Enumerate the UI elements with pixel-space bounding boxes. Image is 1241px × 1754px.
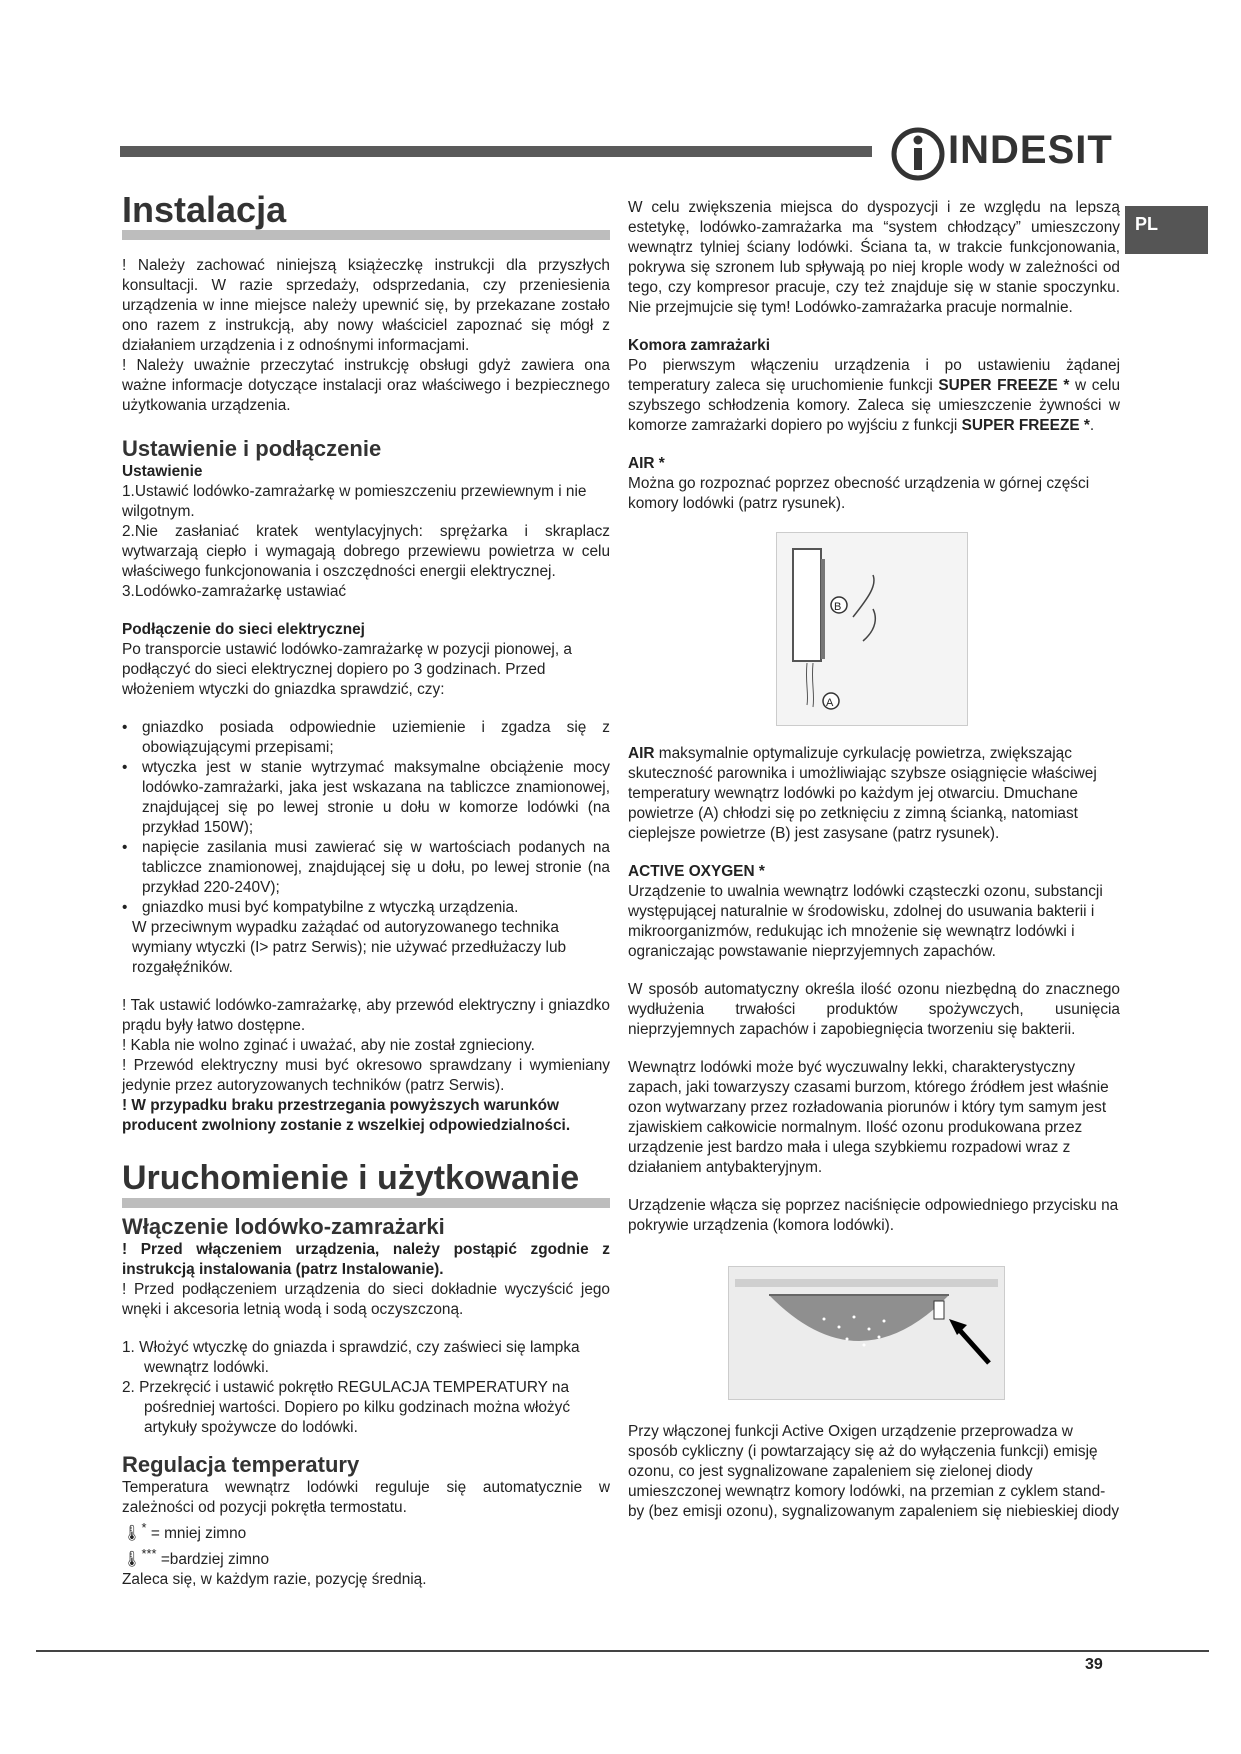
install-paragraph-2: ! Należy uważnie przeczytać instrukcję obsługi gdyż zawiera ona ważne informacje dotyczące instalacji oraz właściwego i bezpiecznego użytkowania urządzenia. — [122, 357, 610, 414]
air-description-text: maksymalnie optymalizuje cyrkulację powietrza, zwiększając skuteczność parownika i umożliwiając szybsze osiągnięcie właściwej temperatury wewnątrz lodówki po każdym jej otwarciu. Dmuchane powietrze (A) chłodzi się po zetknięciu z zimną ścianką, natomiast cieplejsze powietrze (B) jest zasysane (patrz rysunek). — [628, 745, 1097, 842]
temp-recommendation: Zaleca się, w każdym razie, pozycję średnią. — [122, 1571, 427, 1589]
freezer-text-1: Po pierwszym włączeniu urządzenia i po ustawieniu żądanej temperatury zaleca się uruchomienie funkcji — [628, 357, 1120, 394]
electric-checklist — [122, 718, 610, 918]
install-paragraph-1: ! Należy zachować niniejszą książeczkę instrukcji dla przyszłych konsultacji. W razie sprzedaży, odsprzedania, czy przeniesienia urządzenia w inne miejsce należy upewnić się, by przekazane zostało ono razem z instrukcją, aby nowy właściciel zapoznać się mógł z działaniem urządzenia i z odnośnymi informacjami. — [122, 257, 610, 354]
switch-steps — [122, 1338, 610, 1438]
oxygen-paragraph-4: Urządzenie włącza się poprzez naciśnięcie odpowiedniego przycisku na pokrywie urządzenia (komora lodówki). — [628, 1197, 1119, 1234]
section-title-usage: Uruchomienie i użytkowanie — [122, 1158, 610, 1208]
heading-air: AIR * — [628, 455, 665, 472]
warning-4: ! W przypadku braku przestrzegania powyższych warunków producent zwolniony zostanie z wszelkiej odpowiedzialności. — [122, 1097, 571, 1134]
freezer-text-2: w celu szybszego schłodzenia komory. Zaleca się umieszczenie żywności w komorze zamrażarki dopiero po wyjściu z funkcji — [628, 377, 1121, 434]
freezer-paragraph: Po pierwszym włączeniu urządzenia i po ustawieniu żądanej temperatury zaleca się uruchomienie funkcji SUPER FREEZE * w celu szybszego schłodzenia komory. Zaleca się umieszczenie żywności w komorze zamrażarki dopiero po wyjściu z funkcji SUPER FREEZE *. — [628, 357, 1121, 434]
warning-2: ! Kabla nie wolno zginać i uważać, aby nie został zgnieciony. — [122, 1037, 535, 1054]
air-paragraph: Można go rozpoznać poprzez obecność urządzenia w górnej części komory lodówki (patrz rysunek). — [628, 475, 1090, 512]
warning-3: ! Przewód elektryczny musi być okresowo sprawdzany i wymieniany jedynie przez autoryzowanych techników (patrz Serwis). — [122, 1057, 610, 1094]
list-item: • napięcie zasilania musi zawierać się w wartościach podanych na tabliczce znamionowej, znajdującej się u dołu, po lewej stronie (na przykład 220-240V); — [122, 838, 610, 898]
subheading-setup: Ustawienie — [122, 463, 203, 480]
setup-step-1: 1.Ustawić lodówko-zamrażarkę w pomieszczeniu przewiewnym i nie wilgotnym. — [122, 483, 587, 520]
oxygen-paragraph-1: Urządzenie to uwalnia wewnątrz lodówki cząsteczki ozonu, substancji występującej naturalnie w środowisku, zdolnej do usuwania bakterii i mikroorganizmów, redukując ich mnożenie się wewnątrz lodówki i ograniczając powstawanie nieprzyjemnych zapachów. — [628, 883, 1103, 960]
switch-paragraph: ! Przed podłączeniem urządzenia do sieci dokładnie wyczyścić jego wnęki i akcesoria letnią wodą i sodą oczyszczoną. — [122, 1281, 610, 1318]
heading-active-oxygen: ACTIVE OXYGEN * — [628, 863, 765, 880]
list-item: • gniazdko posiada odpowiednie uziemienie i zgadza się z obowiązującymi przepisami; — [122, 718, 610, 758]
super-freeze-label-end: SUPER FREEZE * — [961, 417, 1090, 434]
setup-step-2: 2.Nie zasłaniać kratek wentylacyjnych: sprężarka i skraplacz wytwarzają ciepło i wymagają dobrego przewiewu powietrza w celu właściwego funkcjonowania i oszczędności energii elektrycznej. — [122, 523, 610, 580]
thermometer-icon: 🌡 — [122, 1551, 142, 1569]
header-bar — [120, 146, 872, 157]
temp-more-cold — [122, 1544, 610, 1570]
temperature-paragraph: Temperatura wewnątrz lodówki reguluje się automatycznie w zależności od pozycji pokrętła termostatu. — [122, 1479, 610, 1516]
air-description — [628, 744, 1120, 844]
language-tab: PL — [1125, 206, 1208, 254]
subheading-electric: Podłączenie do sieci elektrycznej — [122, 621, 365, 638]
footer-divider — [36, 1650, 1209, 1652]
oxygen-paragraph-5: Przy włączonej funkcji Active Oxigen urządzenie przeprowadza w sposób cykliczny (i powtarzający się aż do wyłączenia funkcji) emisję ozonu, co jest sygnalizowane zapaleniem się zielonej diody umieszczonej wewnątrz komory lodówki, na przemian z cyklem stand-by (bez emisji ozonu), sygnalizowanym zapaleniem się niebieskiej diody — [628, 1423, 1120, 1520]
figure-label-a: A — [826, 697, 834, 709]
setup-step-3: 3.Lodówko-zamrażarkę ustawiać — [122, 583, 347, 600]
air-diagram-drawing — [777, 533, 967, 725]
right-column — [628, 198, 1120, 1522]
temp-more-label: =bardziej zimno — [160, 1551, 270, 1569]
section-title-installation: Instalacja — [122, 190, 610, 240]
electric-paragraph: Po transporcie ustawić lodówko-zamrażarkę w pozycji pionowej, a podłączyć do sieci elektrycznej dopiero po 3 godzinach. Przed włożeniem wtyczki do gniazdka sprawdzić, czy: — [122, 641, 572, 698]
list-item: • gniazdko musi być kompatybilne z wtyczką urządzenia. — [122, 898, 610, 918]
electric-else: W przeciwnym wypadku zażądać od autoryzowanego technika wymiany wtyczki (I> patrz Serwis); nie używać przedłużaczy lub rozgałęźników. — [132, 919, 567, 976]
heading-freezer: Komora zamrażarki — [628, 337, 770, 354]
warning-1: ! Tak ustawić lodówko-zamrażarkę, aby przewód elektryczny i gniazdko prądu były łatwo dostępne. — [122, 997, 610, 1034]
left-column — [122, 190, 610, 1590]
list-item: 1. Włożyć wtyczkę do gniazda i sprawdzić, czy zaświeci się lampka wewnątrz lodówki. — [122, 1339, 580, 1376]
figure-label-b: B — [834, 601, 842, 613]
list-item: • wtyczka jest w stanie wytrzymać maksymalne obciążenie mocy lodówko-zamrażarki, jaka jest wskazana na tabliczce znamionowej, znajdującej się po lewej stronie u dołu w komorze lodówki (na przykład 150W); — [122, 758, 610, 838]
star-symbol: * — [141, 1520, 147, 1535]
page-number: 39 — [1085, 1656, 1103, 1673]
temp-less-label: = mniej zimno — [150, 1525, 247, 1543]
air-bold: AIR — [628, 745, 655, 762]
active-oxygen-drawing — [729, 1267, 1004, 1399]
active-oxygen-diagram — [728, 1266, 1005, 1400]
star-symbol: *** — [141, 1546, 157, 1562]
cooling-paragraph: W celu zwiększenia miejsca do dyspozycji i ze względu na lepszą estetykę, lodówko-zamrażarka ma “system chłodzący” umieszczony wewnątrz tylniej ściany lodówki. Ściana ta, w trakcie funkcjonowania, pokrywa się szronem lub spływają po niej krople wody w zależności od tego, czy kompresor pracuje, czy też znajduje się w stanie spoczynku. Nie przejmujcie się tym! Lodówko-zamrażarka pracuje normalnie. — [628, 199, 1120, 316]
heading-temperature: Regulacja temperatury — [122, 1452, 360, 1477]
heading-switch-on: Włączenie lodówko-zamrażarki — [122, 1214, 445, 1239]
list-item: 2. Przekręcić i ustawić pokrętło REGULACJA TEMPERATURY na pośredniej wartości. Dopiero po kilku godzinach można włożyć artykuły spożywcze do lodówki. — [122, 1379, 571, 1436]
brand-name: INDESIT — [948, 128, 1113, 172]
air-diagram — [776, 532, 968, 726]
super-freeze-label: SUPER FREEZE * — [938, 377, 1070, 394]
oxygen-paragraph-2: W sposób automatyczny określa ilość ozonu niezbędną do znacznego wydłużenia trwałości produktów spożywczych, usunięcia nieprzyjemnych zapachów i zapobiegnięcia tworzeniu się bakterii. — [628, 981, 1120, 1038]
heading-setup: Ustawienie i podłączenie — [122, 436, 382, 461]
temp-less-cold — [122, 1518, 610, 1544]
switch-warning: ! Przed włączeniem urządzenia, należy postąpić zgodnie z instrukcją instalowania (patrz Instalowanie). — [122, 1241, 610, 1278]
oxygen-paragraph-3: Wewnątrz lodówki może być wyczuwalny lekki, charakterystyczny zapach, jaki towarzyszy czasami burzom, którego źródłem jest właśnie ozon wytwarzany przez rozładowania piorunów i który tym samym jest zjawiskiem całkowicie normalnym. Ilość ozonu produkowana przez urządzenie jest bardzo mała i ulega szybkiemu rozpadowi wraz z działaniem antybakteryjnym. — [628, 1059, 1109, 1176]
thermometer-icon: 🌡 — [122, 1525, 142, 1543]
